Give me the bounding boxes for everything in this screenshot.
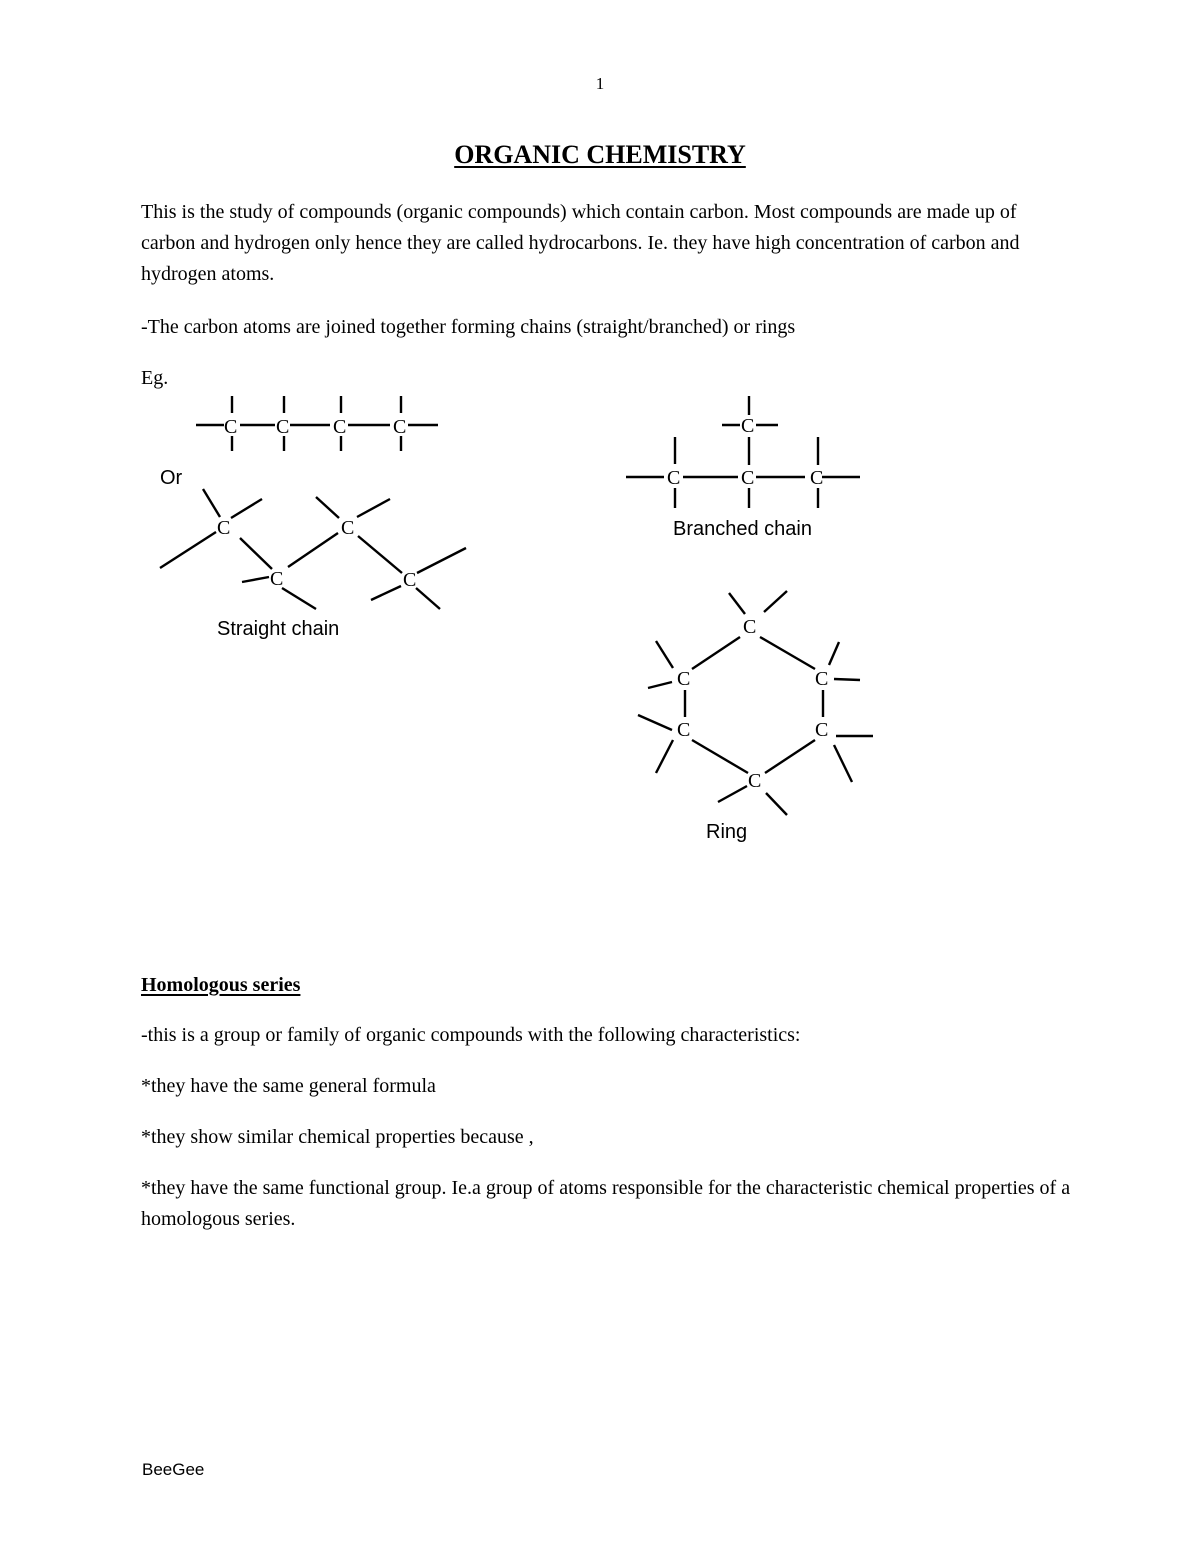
carbon-atom: C (677, 719, 691, 741)
carbon-atom: C (333, 416, 347, 438)
characteristic-item: *they show similar chemical properties because , (141, 1126, 534, 1148)
zigzag-chain-bonds (160, 489, 466, 609)
example-label: Eg. (141, 367, 169, 389)
chains-note: -The carbon atoms are joined together forming chains (straight/branched) or rings (141, 316, 796, 338)
carbon-atom: C (810, 467, 824, 489)
carbon-atom: C (276, 416, 290, 438)
characteristic-item: *they have the same general formula (141, 1075, 436, 1097)
branched-chain-caption: Branched chain (673, 518, 812, 540)
carbon-atom: C (341, 517, 355, 539)
homologous-heading: Homologous series (141, 974, 301, 996)
or-label: Or (160, 467, 183, 489)
carbon-atom: C (393, 416, 407, 438)
page-number: 1 (595, 74, 605, 93)
carbon-atom: C (677, 668, 691, 690)
homologous-definition: -this is a group or family of organic compounds with the following characteristics: (141, 1024, 801, 1046)
footer-author: BeeGee (142, 1460, 205, 1479)
carbon-atom: C (217, 517, 231, 539)
carbon-atom: C (224, 416, 238, 438)
page-title: ORGANIC CHEMISTRY (454, 140, 746, 169)
carbon-atom: C (815, 719, 829, 741)
carbon-atom: C (270, 568, 284, 590)
characteristic-item: *they have the same functional group. Ie.a group of atoms responsible for the characteristic chemical properties of a homologous series. (141, 1177, 1071, 1230)
carbon-atom: C (815, 668, 829, 690)
carbon-atom: C (741, 415, 755, 437)
carbon-atom: C (403, 569, 417, 591)
straight-chain-caption: Straight chain (217, 618, 340, 640)
carbon-atom: C (743, 616, 757, 638)
carbon-atom: C (667, 467, 681, 489)
ring-caption: Ring (706, 821, 748, 843)
intro-paragraph: This is the study of compounds (organic compounds) which contain carbon. Most compounds are made up of carbon and hydrogen only hence they are called hydrocarbons. Ie. they have high concentration of carbon and hydrogen atoms. (141, 201, 1020, 285)
carbon-atom: C (748, 770, 762, 792)
branched-chain-bonds (626, 396, 860, 508)
carbon-atom: C (741, 467, 755, 489)
